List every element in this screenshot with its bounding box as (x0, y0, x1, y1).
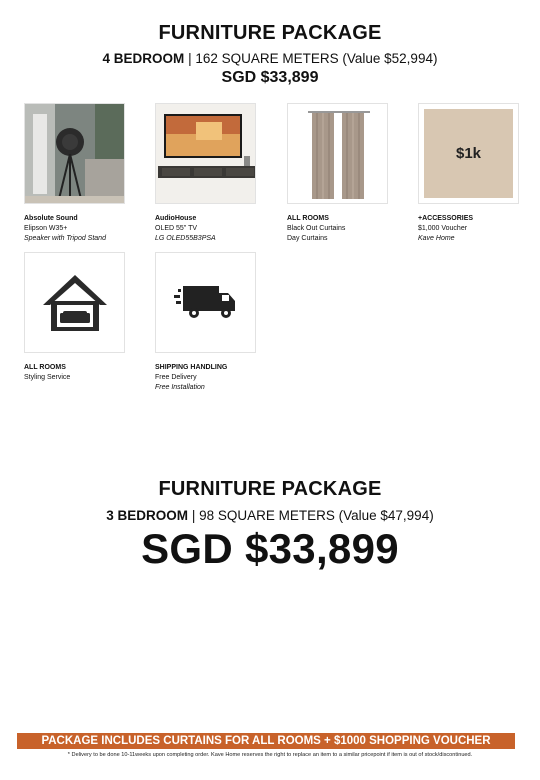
item-heading: +ACCESSORIES (418, 215, 474, 222)
item-heading: ALL ROOMS (24, 364, 66, 371)
item-line: Elipson W35+ (24, 225, 68, 232)
item-line: OLED 55" TV (155, 225, 198, 232)
item-heading: SHIPPING HANDLING (155, 364, 228, 371)
promo-banner: PACKAGE INCLUDES CURTAINS FOR ALL ROOMS + $1000 SHOPPING VOUCHER (17, 733, 515, 749)
item-line: Black Out Curtains (287, 225, 346, 232)
voucher-tile (418, 103, 519, 204)
truck-icon (155, 252, 256, 353)
package-4br-header (0, 22, 540, 87)
curtains-image (287, 103, 388, 204)
footnote: * Delivery to be done 10-11weeks upon completing order. Kave Home reserves the right to replace an item to a similar pricepoint if item is out of stock/discontinued. (67, 752, 473, 758)
item-line: Styling Service (24, 374, 71, 381)
package-subtitle (0, 508, 540, 523)
item-card-speaker (24, 103, 125, 244)
item-subline: Kave Home (418, 235, 455, 242)
bedroom-count: 3 BEDROOM (106, 508, 189, 523)
home-icon (24, 252, 125, 353)
package-price: SGD $33,899 (221, 69, 319, 86)
package-subtitle (0, 51, 540, 66)
item-subline: Day Curtains (287, 235, 328, 242)
item-subline: LG OLED55B3PSA (155, 235, 216, 242)
item-card-curtains (287, 103, 388, 244)
item-subline: Free Installation (155, 384, 205, 391)
item-heading: AudioHouse (155, 215, 197, 222)
item-line: Free Delivery (155, 374, 197, 381)
speaker-image (24, 103, 125, 204)
item-card-styling (24, 252, 125, 383)
size-value: 162 SQUARE METERS (Value $52,994) (195, 51, 438, 66)
bedroom-count: 4 BEDROOM (102, 51, 185, 66)
voucher-amount: $1k (455, 145, 482, 162)
item-heading: ALL ROOMS (287, 215, 329, 222)
item-subline: Speaker with Tripod Stand (24, 235, 106, 242)
package-price: SGD $33,899 (141, 525, 399, 572)
item-card-voucher (418, 103, 519, 244)
separator: | (191, 508, 196, 523)
voucher-swatch (424, 109, 513, 198)
separator: | (188, 51, 192, 66)
tv-image (155, 103, 256, 204)
package-3br-header (0, 478, 540, 573)
item-heading: Absolute Sound (24, 215, 78, 222)
item-card-shipping (155, 252, 256, 393)
item-card-tv (155, 103, 256, 244)
size-value: 98 SQUARE METERS (Value $47,994) (199, 508, 434, 523)
package-title: FURNITURE PACKAGE (158, 478, 382, 500)
package-title: FURNITURE PACKAGE (158, 22, 382, 44)
item-line: $1,000 Voucher (418, 225, 468, 232)
